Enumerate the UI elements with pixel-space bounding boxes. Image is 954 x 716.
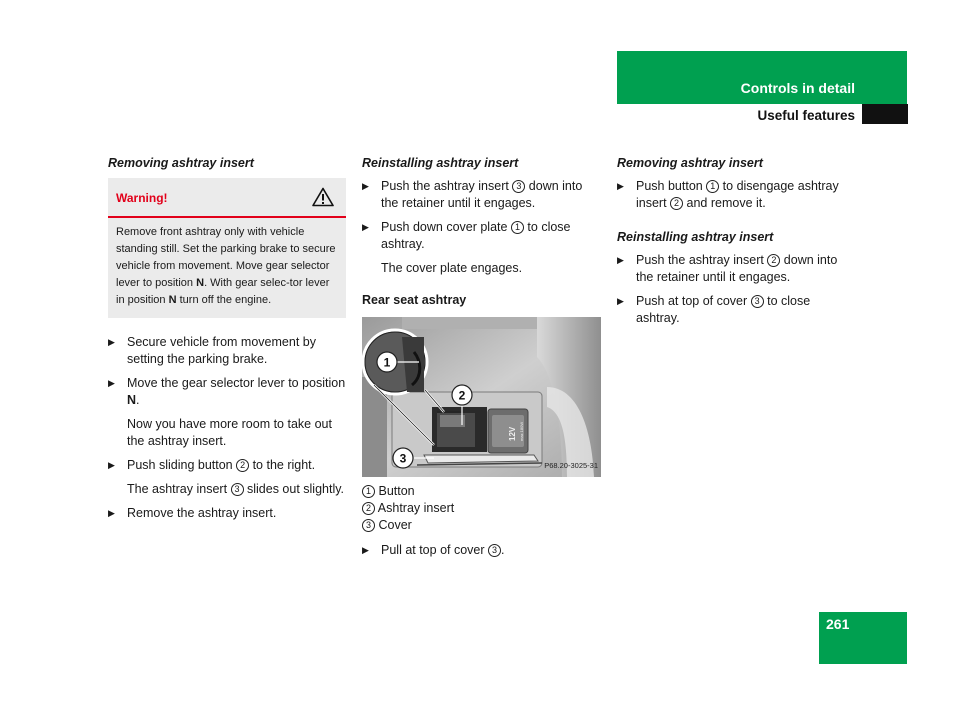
step-text: to the right.	[249, 458, 316, 472]
page-number: 261	[826, 616, 850, 632]
step-text: Push sliding button	[127, 458, 237, 472]
column-right	[617, 155, 855, 334]
column-left	[108, 155, 346, 529]
arrow-right-icon: ▶	[362, 181, 369, 191]
figure-code: P68.20-3025-31	[544, 461, 598, 470]
step-text: down into the retainer until it engages.	[381, 179, 583, 210]
callout-number: 3	[362, 519, 375, 532]
arrow-right-icon: ▶	[617, 255, 624, 265]
legend-item	[362, 483, 602, 500]
heading-removing-ashtray-insert-rear: Removing ashtray insert	[617, 156, 763, 170]
step-text: to close ashtray.	[381, 220, 571, 251]
callout-number: 3	[512, 180, 525, 193]
figure-callout-2: 2	[458, 388, 466, 403]
step-text: Push button	[636, 179, 707, 193]
subsection-title: Useful features	[757, 108, 855, 123]
warning-text: turn off the engine.	[176, 294, 272, 306]
step-text: Push the ashtray insert	[636, 253, 768, 267]
socket-label: 12V	[508, 426, 517, 441]
step-text: Pull at top of cover	[381, 543, 489, 557]
step-text-bold: N	[127, 393, 137, 407]
heading-rear-seat-ashtray: Rear seat ashtray	[362, 293, 467, 307]
step-item	[362, 219, 602, 253]
callout-number: 3	[488, 544, 501, 557]
note-text: Now you have more room to take out the ashtray insert.	[127, 417, 332, 448]
step-item	[362, 542, 602, 559]
step-text: Remove the ashtray insert.	[127, 506, 277, 520]
step-text: to close ashtray.	[636, 294, 811, 325]
warning-text: . With gear selec-tor lever in position	[116, 277, 330, 306]
step-text: and remove it.	[683, 196, 766, 210]
callout-number: 1	[706, 180, 719, 193]
note-text: The cover plate engages.	[381, 261, 523, 275]
step-text: down into the retainer until it engages.	[636, 253, 838, 284]
warning-text: Remove front ashtray only with vehicle standing still. Set the parking brake to secure vehicle from movement. Move gear selector lever to position	[116, 226, 336, 289]
callout-number: 2	[362, 502, 375, 515]
heading-reinstalling-ashtray-insert-rear: Reinstalling ashtray insert	[617, 230, 774, 244]
arrow-right-icon: ▶	[108, 337, 115, 347]
legend-item	[362, 517, 602, 534]
callout-number: 1	[362, 485, 375, 498]
warning-text-bold: N	[168, 294, 177, 306]
callout-number: 3	[751, 295, 764, 308]
legend-label: Button	[378, 484, 415, 498]
warning-body	[108, 218, 346, 318]
socket-sublabel: max 180W	[519, 421, 524, 441]
step-item	[617, 178, 855, 212]
step-text: Push the ashtray insert	[381, 179, 513, 193]
figure-callout-3: 3	[399, 451, 407, 466]
step-item	[108, 505, 346, 522]
arrow-right-icon: ▶	[617, 181, 624, 191]
callout-number: 1	[511, 221, 524, 234]
step-text: .	[501, 543, 505, 557]
step-text: .	[136, 393, 140, 407]
step-item	[108, 334, 346, 368]
arrow-right-icon: ▶	[362, 222, 369, 232]
note-text: The ashtray insert	[127, 482, 231, 496]
warning-title: Warning!	[116, 191, 168, 205]
step-item	[108, 457, 346, 474]
callout-number: 2	[670, 197, 683, 210]
note-item	[108, 481, 346, 498]
step-item	[362, 178, 602, 212]
note-text: slides out slightly.	[243, 482, 345, 496]
step-text: Move the gear selector lever to position	[127, 376, 346, 390]
step-item	[617, 252, 855, 286]
arrow-right-icon: ▶	[108, 378, 115, 388]
step-text: Push down cover plate	[381, 220, 511, 234]
warning-triangle-icon	[312, 187, 334, 212]
warning-text-bold: N	[196, 277, 205, 289]
header-green-tab	[617, 51, 907, 104]
step-item	[108, 375, 346, 409]
legend-label: Ashtray insert	[377, 501, 455, 515]
step-text: Push at top of cover	[636, 294, 751, 308]
column-middle	[362, 155, 602, 566]
arrow-right-icon: ▶	[108, 508, 115, 518]
legend-item	[362, 500, 602, 517]
warning-header	[108, 178, 346, 218]
arrow-right-icon: ▶	[362, 545, 369, 555]
section-title: Controls in detail	[740, 80, 855, 96]
step-text: Secure vehicle from movement by setting the parking brake.	[127, 335, 316, 366]
step-item	[617, 293, 855, 327]
heading-removing-ashtray-insert: Removing ashtray insert	[108, 156, 254, 170]
step-text: to disengage ashtray insert	[636, 179, 839, 210]
rear-ashtray-illustration	[362, 317, 601, 477]
rear-ashtray-drawing	[362, 317, 601, 477]
arrow-right-icon: ▶	[108, 460, 115, 470]
header-black-marker	[862, 104, 908, 124]
warning-box	[108, 178, 346, 318]
callout-number: 2	[236, 459, 249, 472]
figure-callout-1: 1	[383, 355, 391, 370]
callout-number: 3	[231, 483, 244, 496]
heading-reinstalling-ashtray-insert: Reinstalling ashtray insert	[362, 156, 519, 170]
arrow-right-icon: ▶	[617, 296, 624, 306]
callout-number: 2	[767, 254, 780, 267]
legend-label: Cover	[378, 518, 412, 532]
